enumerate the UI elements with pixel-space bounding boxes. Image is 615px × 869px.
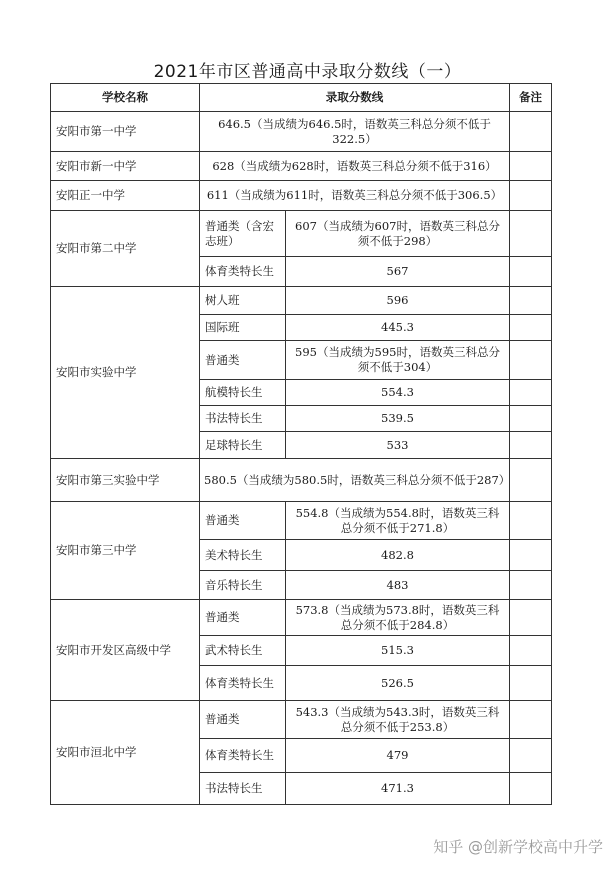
category-cell: 美术特长生 [200, 540, 286, 571]
note-cell [510, 571, 552, 600]
category-cell: 体育类特长生 [200, 666, 286, 701]
category-cell: 体育类特长生 [200, 739, 286, 773]
school-name: 安阳市第三实验中学 [51, 459, 200, 502]
table-row [51, 152, 552, 181]
score-cell: 526.5 [286, 666, 510, 701]
school-name: 安阳市第一中学 [51, 112, 200, 152]
note-cell [510, 459, 552, 502]
page-title: 2021年市区普通高中录取分数线（一） [153, 62, 462, 82]
score-cell: 539.5 [286, 406, 510, 432]
score-cell: 567 [286, 257, 510, 287]
category-cell: 普通类 [200, 600, 286, 636]
category-cell: 国际班 [200, 315, 286, 341]
category-cell: 体育类特长生 [200, 257, 286, 287]
score-cell: 533 [286, 432, 510, 459]
note-cell [510, 152, 552, 181]
score-cell: 554.3 [286, 380, 510, 406]
score-cell: 573.8（当成绩为573.8时，语数英三科总分须不低于284.8） [286, 600, 510, 636]
note-cell [510, 257, 552, 287]
category-cell: 音乐特长生 [200, 571, 286, 600]
category-cell: 书法特长生 [200, 406, 286, 432]
table-row [51, 181, 552, 211]
score-cell: 607（当成绩为607时，语数英三科总分须不低于298） [286, 211, 510, 257]
score-cell: 479 [286, 739, 510, 773]
score-cell: 595（当成绩为595时，语数英三科总分须不低于304） [286, 341, 510, 380]
school-name: 安阳市洹北中学 [51, 701, 200, 805]
note-cell [510, 211, 552, 257]
school-name: 安阳市开发区高级中学 [51, 600, 200, 701]
score-table [50, 83, 552, 805]
score-cell: 596 [286, 287, 510, 315]
school-name: 安阳市实验中学 [51, 287, 200, 459]
note-cell [510, 636, 552, 666]
school-name: 安阳正一中学 [51, 181, 200, 211]
note-cell [510, 380, 552, 406]
watermark: 知乎 @创新学校高中升学 [433, 838, 603, 856]
category-cell: 树人班 [200, 287, 286, 315]
category-cell: 书法特长生 [200, 773, 286, 805]
category-cell: 武术特长生 [200, 636, 286, 666]
category-cell: 普通类（含宏志班） [200, 211, 286, 257]
note-cell [510, 502, 552, 540]
category-cell: 航模特长生 [200, 380, 286, 406]
category-cell: 足球特长生 [200, 432, 286, 459]
note-cell [510, 666, 552, 701]
table-row [51, 287, 552, 315]
table-row [51, 502, 552, 540]
header-school: 学校名称 [51, 84, 200, 112]
score-cell: 611（当成绩为611时，语数英三科总分须不低于306.5） [200, 181, 510, 211]
table-row [51, 701, 552, 739]
score-cell: 515.3 [286, 636, 510, 666]
school-name: 安阳市新一中学 [51, 152, 200, 181]
note-cell [510, 600, 552, 636]
table-row [51, 211, 552, 257]
school-name: 安阳市第三中学 [51, 502, 200, 600]
note-cell [510, 773, 552, 805]
table-row [51, 600, 552, 636]
score-cell: 482.8 [286, 540, 510, 571]
category-cell: 普通类 [200, 701, 286, 739]
note-cell [510, 701, 552, 739]
score-cell: 646.5（当成绩为646.5时，语数英三科总分须不低于322.5） [200, 112, 510, 152]
category-cell: 普通类 [200, 341, 286, 380]
note-cell [510, 540, 552, 571]
score-cell: 483 [286, 571, 510, 600]
note-cell [510, 112, 552, 152]
note-cell [510, 739, 552, 773]
header-note: 备注 [510, 84, 552, 112]
note-cell [510, 406, 552, 432]
score-cell: 580.5（当成绩为580.5时，语数英三科总分须不低于287） [200, 459, 510, 502]
score-cell: 543.3（当成绩为543.3时，语数英三科总分须不低于253.8） [286, 701, 510, 739]
header-score: 录取分数线 [200, 84, 510, 112]
score-cell: 445.3 [286, 315, 510, 341]
note-cell [510, 341, 552, 380]
note-cell [510, 315, 552, 341]
note-cell [510, 181, 552, 211]
score-cell: 628（当成绩为628时，语数英三科总分须不低于316） [200, 152, 510, 181]
table-row [51, 459, 552, 502]
school-name: 安阳市第二中学 [51, 211, 200, 287]
score-cell: 554.8（当成绩为554.8时，语数英三科总分须不低于271.8） [286, 502, 510, 540]
note-cell [510, 287, 552, 315]
category-cell: 普通类 [200, 502, 286, 540]
note-cell [510, 432, 552, 459]
table-row [51, 112, 552, 152]
score-cell: 471.3 [286, 773, 510, 805]
